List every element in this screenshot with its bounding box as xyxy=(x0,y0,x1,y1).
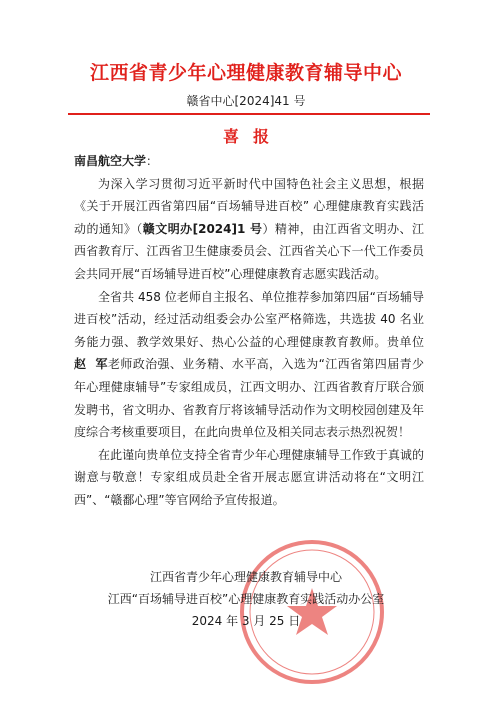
paragraph-1 xyxy=(74,173,424,286)
addressee-colon: ： xyxy=(146,154,159,168)
organization-title: 江西省青少年心理健康教育辅导中心 xyxy=(89,62,402,84)
signature-org-1: 江西省青少年心理健康教育辅导中心 xyxy=(149,570,342,584)
signature-date: 2024 年 3 月 25 日 xyxy=(191,614,301,628)
signature-block xyxy=(60,566,432,632)
addressee-line xyxy=(74,150,424,173)
red-divider xyxy=(68,113,430,115)
honoree-name: 赵 军 xyxy=(74,357,108,372)
addressee: 南昌航空大学 xyxy=(74,154,147,168)
document-number: 赣省中心[2024]41 号 xyxy=(186,94,306,108)
paragraph-2 xyxy=(74,286,424,444)
paragraph-1-text-b: ）精神，由江西省文明办、江西省教育厅、江西省卫生健康委员会、江西省关心下一代工作委员会共同开展“百场辅导进百校”心理健康教育志愿实践活动。 xyxy=(74,221,424,281)
paragraph-3: 在此谨向贵单位支持全省青少年心理健康辅导工作致于真诚的谢意与敬意！专家组成员赴全省开展志愿宣讲活动将在“文明江西”、“赣鄱心理”等官网给予宣传报道。 xyxy=(74,447,424,507)
paragraph-2-text-b: 老师政治强、业务精、水平高，入选为“江西省第四届青少年心理健康辅导”专家组成员，江西文明办、江西省教育厅联合颁发聘书，省文明办、省教育厅将该辅导活动作为文明校园创建及年度综合考核重要项目，在此向贵单位及相关同志表示热烈祝贺！ xyxy=(74,357,424,440)
document-type-title: 喜报 xyxy=(222,127,283,146)
signature-org-2: 江西“百场辅导进百校”心理健康教育实践活动办公室 xyxy=(107,592,385,606)
paragraph-1-text-a: 为深入学习贯彻习近平新时代中国特色社会主义思想，根据《关于开展江西省第四届“百场辅导进百校” 心理健康教育实践活动的通知》（ xyxy=(74,176,424,236)
letter-body xyxy=(74,150,424,512)
paragraph-2-text-a: 全省共 458 位老师自主报名、单位推荐参加第四届“百场辅导进百校”活动，经过活动组委会办公室严格筛选，共选拔 40 名业务能力强、教学效果好、热心公益的心理健康教育教师。贵单位 xyxy=(74,289,424,349)
doc-reference: 赣文明办[2024]1 号 xyxy=(142,221,263,236)
